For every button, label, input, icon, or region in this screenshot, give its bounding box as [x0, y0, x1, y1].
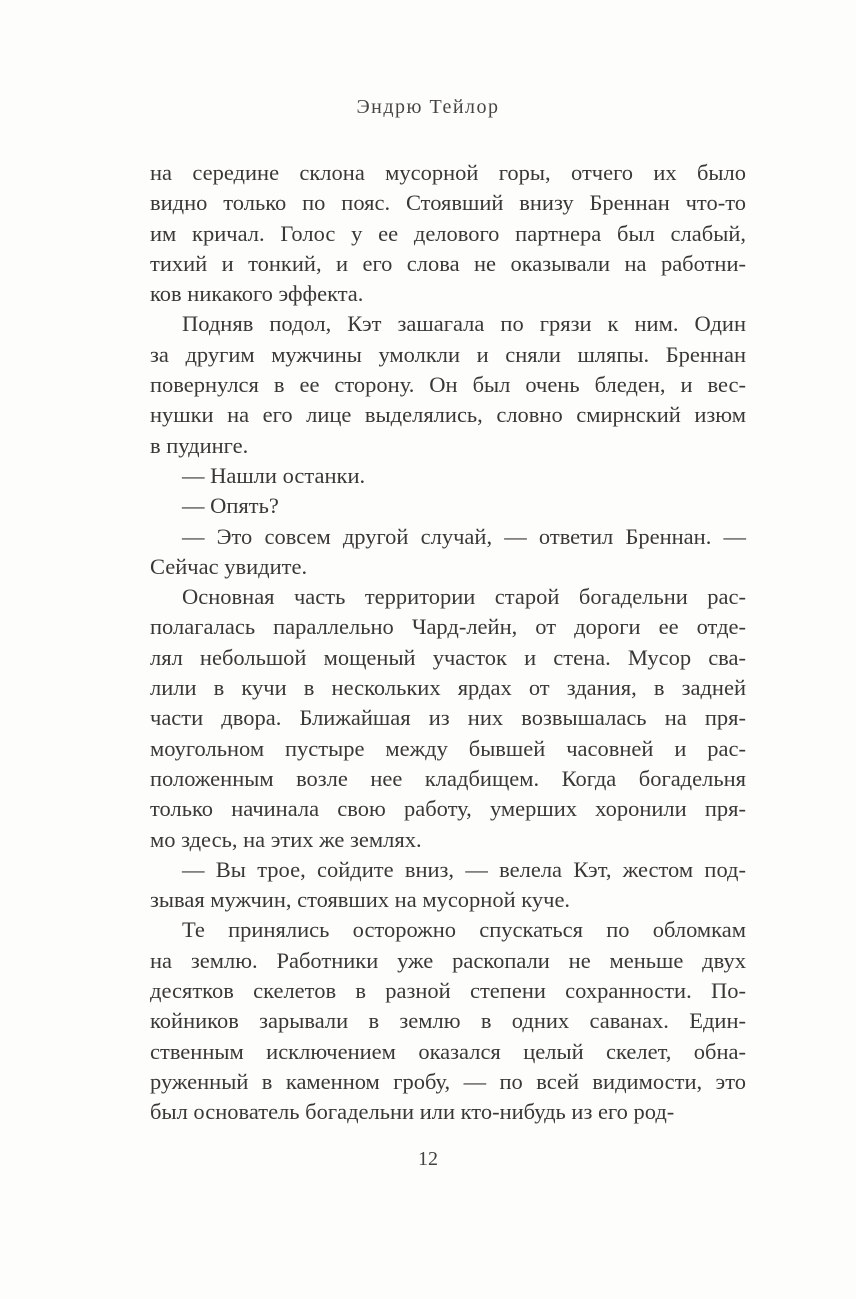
text-line: за другим мужчины умолкли и сняли шляпы. Бреннан	[150, 341, 746, 367]
paragraph	[150, 582, 746, 855]
paragraph	[150, 855, 746, 916]
text-line: Сейчас увидите.	[150, 553, 308, 579]
text-line: видно только по пояс. Стоявший внизу Бреннан что-то	[150, 190, 746, 216]
text-line: ков никакого эффекта.	[150, 281, 364, 307]
text-line: повернулся в ее сторону. Он был очень бледен, и вес-	[150, 372, 746, 398]
text-line: Подняв подол, Кэт зашагала по грязи к ним. Один	[182, 311, 746, 337]
paragraph	[150, 461, 746, 491]
text-line: Основная часть территории старой богадельни рас-	[182, 584, 746, 610]
text-line: зывая мужчин, стоявших на мусорной куче.	[150, 887, 571, 913]
text-line: — Это совсем другой случай, — ответил Бреннан. —	[182, 523, 746, 549]
text-line: на середине склона мусорной горы, отчего их было	[150, 160, 746, 185]
text-line: им кричал. Голос у ее делового партнера был слабый,	[150, 220, 746, 246]
paragraph	[150, 915, 746, 1127]
text-line: в пудинге.	[150, 432, 249, 458]
text-line: нушки на его лице выделялись, словно смирнский изюм	[150, 402, 746, 428]
text-line: койников зарывали в землю в одних саванах. Един-	[150, 1008, 746, 1034]
text-line: мо здесь, на этих же землях.	[150, 826, 422, 852]
paragraph	[150, 309, 746, 460]
text-line: был основатель богадельни или кто-нибудь из его род-	[150, 1099, 675, 1125]
text-line: лили в кучи в нескольких ярдах от здания, в задней	[150, 675, 746, 701]
text-line: Те принялись осторожно спускаться по обломкам	[182, 917, 746, 943]
text-line: моугольном пустыре между бывшей часовней и рас-	[150, 735, 746, 761]
text-line: положенным возле нее кладбищем. Когда богадельня	[150, 765, 746, 791]
paragraph	[150, 158, 746, 309]
text-line: ственным исключением оказался целый скелет, обна-	[150, 1038, 746, 1064]
text-line: лял небольшой мощеный участок и стена. Мусор сва-	[150, 644, 746, 670]
text-line: руженный в каменном гробу, — по всей видимости, это	[150, 1068, 746, 1094]
text-line: тихий и тонкий, и его слова не оказывали на работни-	[150, 250, 746, 276]
text-line: полагалась параллельно Чард-лейн, от дороги ее отде-	[150, 614, 746, 640]
text-line: части двора. Ближайшая из них возвышалась на пря-	[150, 705, 746, 731]
text-line: только начинала свою работу, умерших хоронили пря-	[150, 796, 746, 822]
text-line: десятков скелетов в разной степени сохранности. По-	[150, 978, 746, 1004]
text-line: — Нашли останки.	[182, 462, 366, 488]
text-line: — Вы трое, сойдите вниз, — велела Кэт, жестом под-	[182, 856, 746, 882]
page-body	[150, 158, 746, 1128]
running-header: Эндрю Тейлор	[356, 96, 500, 118]
text-line: на землю. Работники уже раскопали не меньше двух	[150, 947, 746, 973]
paragraph	[150, 522, 746, 583]
text-line: — Опять?	[182, 493, 279, 519]
paragraph	[150, 491, 746, 521]
page-number: 12	[418, 1148, 438, 1170]
